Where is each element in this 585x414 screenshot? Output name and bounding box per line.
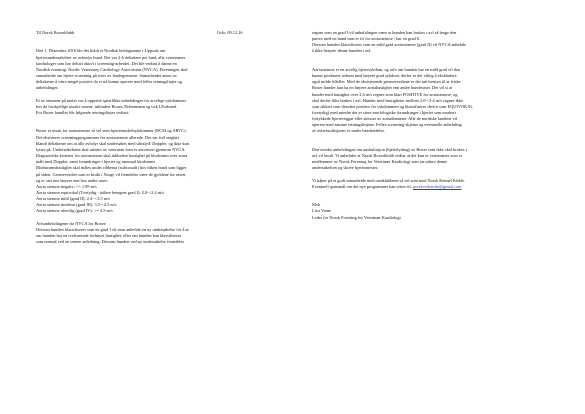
- paragraph-auscultation: Den norske anbefalingen om auskultasjon (hjertelytting) av Boxer som ikke skal brukes i avl vil bestå. Vi anbefaler at Norsk Boxerklubb vedtar at det kun er veterinærer som er medlemmer av Norsk Forening for Veterinær Kardiologi som tar utføre denne undersøkelsen og skrive hjerteattester.: [312, 146, 467, 171]
- letter-header: [36, 30, 273, 36]
- signer-title: Leder for Norsk Forening for Veterinær Kardiologi: [312, 214, 401, 220]
- paragraph-topics: Et av temaene på møtet var å opprette spesifikke anbefalinger for arvelige sykdommer hos de forskjellige utsatte rasene, inkludert Boxer, Dobermann og irsk Ulvehund. For Boxer handles ble følgende retningslinjer vedtatt:: [36, 97, 187, 115]
- paragraph-grade-advice: regnes som en grad I vil anbefalingen være at hunden kan brukes i avl så lenge den parres med en hund som er fri for aortastenose / har en grad 0. Dersom hunden klassifiseres som en mild grad aortastenose (grad II) vil NVCA anbefale å ikke benytte denne hunden i avl.: [312, 30, 467, 54]
- closing-greeting: Mvh: [312, 202, 321, 208]
- paragraph-breeding-recommendations: Avlsanbefalingene fra NVCA for Boxer: Dersom hunden klassifiseres som en grad I vil man anbefale en ny undersøkelse for å se om hunden har en tvelvarende forhøyet hastighet, eller om hunden kan klassifiseres som normal ved en senere anledning. Dersom hunden ved ny undersøkelse fremdeles: [36, 220, 190, 245]
- paragraph-intro: Den 1. Desember 2016 ble det holdt et Nordisk heldagsmøte i Uppsala om hjertesundersøkelser av avhudyr hund. Det var 2-6 deltakere per land, alle veterinærer kardiologer som har deltatt aktivt i screening-arbeidet. Det ble vedtatt å danne en Nordisk forening: Nordic Veterinary Cardiology Association (NVCA). Foreningen skal samarbeide om hjerte-screening på tvers av landegrensene. Samarbeidet anses av deltakerne å være meget positivt da vi nå kunne operere med felles retningslinjer og anbefalinger.: [36, 48, 188, 91]
- place-date: Oslo, 09.12.16: [217, 30, 243, 35]
- signer-name: Liva Vatne: [312, 208, 331, 214]
- letter-left-column: [36, 30, 273, 245]
- paragraph-heredity: Aortastenose er en arvelig hjertesykdom, og selv om hunden har en mild grad vil den kunne produsere avkom med høyere grad sykdom, derfor er det viktig å ekskludere også milde tilfeller. Med de eksisterende grenseverdiene er det tatt hensyn til at friske Boxer hunder kan ha en høyere aortahastighet enn andre hunderaser. Det vil si at hunder med hastighet over 2.4 m/s regnes som klart POSITIVE for aortastenose, og skal derfor ikke brukes i avl. Hunder med hastigheter mellom 2.0-<2.4 m/s regnes ikke som sikkert som desidert positive for sykdommen og klassifiseres derfor som EQUIVOKAL (tvetydig) med mindre det er store morfologiske forandringer i hjertet som markert fortykkede hjerteveggar eller stenose av aortadiameter. Alle de nordiske landene vil operere med samme retningslinjene. Felles screening-skjema og eventuelle anbefaling av avlsrestriksjoner er under bearbeidelse.: [312, 66, 474, 134]
- letter-right-column: [312, 30, 552, 221]
- cooperation-text: Vi håper på et godt samarbeide med raseklubbene så vel som med Norsk Kennel Klubb. Eventuell spørsmål om det nye programmet kan rettes til:: [312, 177, 465, 189]
- recipient-line: Til Norsk Boxerklubb: [36, 30, 75, 35]
- paragraph-cooperation: [312, 178, 552, 190]
- contact-email-link[interactable]: norskvetkardio@gmail.com: [412, 183, 462, 189]
- paragraph-criteria: Boxer er utsatt for aortastenose så vel som hjertemuskelsykdommer (DCM og ARVC). Det eksisterer screeningprogrammer for aortastenose allerede. Det var full enighet blandt deltakerne om at alle avlsdyr skal undersøkes med ultralyd/ Doppler, og ikke kun lyttes på. Undersøkelsene skal utføres av veterinær som er autorisert gjennom NVCA. Diagnostiske kriterier for aortastenose skal inkludere hastighet på blodstrøm over aorta målt med Doppler, samt forandringer i hjertet og unormal blodstrøm. Blodstrømshastighet skal måles under ribbeina (subcostalt) hos våken hund som ligger på siden. Grenseverdier som er brukt i Norge vil fremdeles være de gjeldene for rasen, og er satt noe høyere enn hos andre raser: Aorta stenose negativ: <= 1.99 m/s Aorta stenose equivokal (Tvetydig - tidlere betegnet grad I): 2.0-<2.4 m/s Aorta stenose mild (grad II): 2.4- <3.5 m/s Aorta stenose moderat (grad III): 3.5-<4.5 m/s Aorta stenose alvorlig (grad IV): >= 4.5 m/s: [36, 128, 190, 214]
